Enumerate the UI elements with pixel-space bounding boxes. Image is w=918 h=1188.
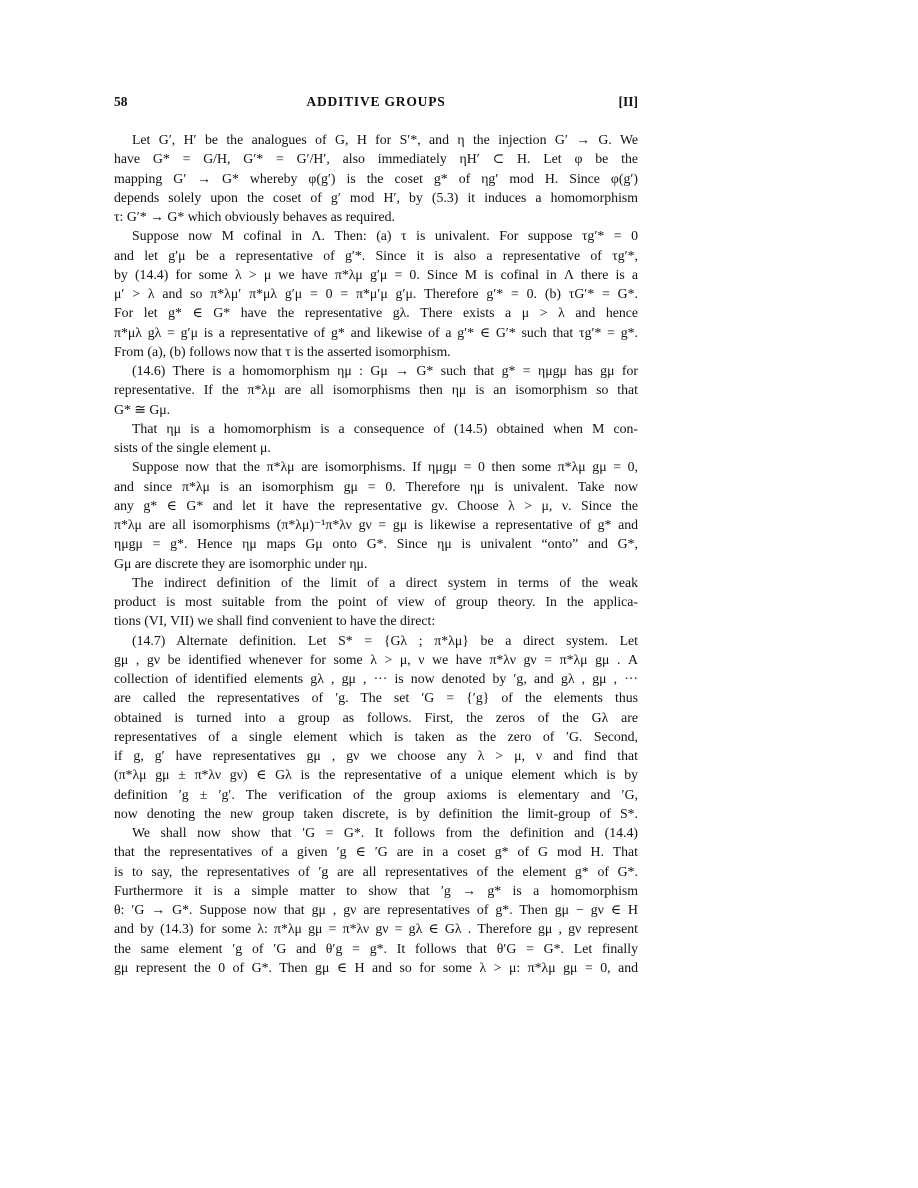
text-line: are called the representatives of ′g. The set ′G = {′g} of the elements thus [114, 690, 638, 706]
text-line: (14.7) Alternate definition. Let S* = {Gλ ; π*λμ} be a direct system. Let [132, 632, 638, 648]
text-line: and by (14.3) for some λ: π*λμ gμ = π*λν gν = gλ ∈ Gλ . Therefore gμ , gν represent [114, 921, 638, 937]
text-line: is to say, the representatives of ′g are all representatives of the element g* of G*. [114, 863, 638, 879]
text-body [114, 130, 638, 977]
text-line: That ημ is a homomorphism is a consequence of (14.5) obtained when M con- [132, 420, 638, 436]
text-line: by (14.4) for some λ > μ we have π*λμ g′μ = 0. Since M is cofinal in Λ there is a [114, 266, 638, 282]
text-line: depends solely upon the coset of g′ mod H′, by (5.3) it induces a homomorphism [114, 189, 638, 205]
text-line: The indirect definition of the limit of a direct system in terms of the weak [132, 574, 638, 590]
running-title: ADDITIVE GROUPS [306, 94, 446, 109]
text-line: Suppose now that the π*λμ are isomorphisms. If ημgμ = 0 then some π*λμ gμ = 0, [132, 459, 638, 475]
text-line: that the representatives of a given ′g ∈ ′G are in a coset g* of G mod H. That [114, 844, 638, 860]
book-page [114, 94, 638, 977]
text-line: obtained is turned into a group as follows. First, the zeros of the Gλ are [114, 709, 638, 725]
text-line: any g* ∈ G* and let it have the representative gν. Choose λ > μ, ν. Since the [114, 497, 638, 513]
text-line: representative. If the π*λμ are all isomorphisms then ημ is an isomorphism so that [114, 382, 638, 398]
text-line: τ: G′* → G* which obviously behaves as required. [114, 209, 395, 224]
text-line: product is most suitable from the point of view of group theory. In the applica- [114, 594, 638, 609]
text-line: collection of identified elements gλ , gμ , ··· is now denoted by ′g, and gλ , gμ , ··· [114, 671, 638, 686]
text-line: π*λμ are all isomorphisms (π*λμ)⁻¹π*λν gν = gμ is likewise a representative of g* and [114, 517, 638, 532]
text-line: Let G′, H′ be the analogues of G, H for S′*, and η the injection G′ → G. We [132, 132, 638, 147]
text-line: G* ≅ Gμ. [114, 401, 171, 417]
running-header [114, 94, 638, 116]
text-line: sists of the single element μ. [114, 440, 271, 455]
text-line: tions (VI, VII) we shall find convenient to have the direct: [114, 613, 436, 629]
text-line: if g, g′ have representatives gμ , gν we choose any λ > μ, ν and find that [114, 748, 638, 763]
text-line: θ: ′G → G*. Suppose now that gμ , gν are representatives of g*. Then gμ − gν ∈ H [114, 902, 638, 917]
chapter-label: [II] [618, 94, 638, 109]
text-line: For let g* ∈ G* have the representative gλ. There exists a μ > λ and hence [114, 305, 638, 321]
text-line: (π*λμ gμ ± π*λν gν) ∈ Gλ is the representative of a unique element which is by [114, 767, 638, 783]
text-line: representatives of a single element which is taken as the zero of ′G. Second, [114, 728, 638, 744]
text-line: Gμ are discrete they are isomorphic under ημ. [114, 555, 368, 571]
text-line: (14.6) There is a homomorphism ημ : Gμ → G* such that g* = ημgμ has gμ for [132, 363, 638, 378]
text-line: μ′ > λ and so π*λμ′ π*μλ g′μ = 0 = π*μ′μ g′μ. Therefore g′* = 0. (b) τG′* = G*. [114, 286, 638, 301]
text-line: Furthermore it is a simple matter to show that ′g → g* is a homomorphism [114, 882, 638, 898]
text-line: have G* = G/H, G′* = G′/H′, also immediately ηH′ ⊂ H. Let φ be the [114, 151, 638, 167]
text-line: the same element ′g of ′G and θ′g = g*. It follows that θ′G = G*. Let finally [114, 940, 638, 956]
text-line: mapping G′ → G* whereby φ(g′) is the coset g* of ηg′ mod H. Since φ(g′) [114, 170, 638, 186]
page-number: 58 [114, 94, 128, 109]
text-line: We shall now show that ′G = G*. It follows from the definition and (14.4) [132, 825, 638, 840]
text-line: gμ represent the 0 of G*. Then gμ ∈ H and so for some λ > μ: π*λμ gμ = 0, and [114, 959, 638, 975]
text-line: From (a), (b) follows now that τ is the asserted isomorphism. [114, 343, 451, 359]
text-line: and let g′μ be a representative of g′*. Since it is also a representative of τg′*, [114, 247, 638, 263]
text-line: Suppose now M cofinal in Λ. Then: (a) τ is univalent. For suppose τg′* = 0 [132, 228, 638, 244]
text-line: π*μλ gλ = g′μ is a representative of g* and likewise of a g′* ∈ G′* such that τg′* = g*. [114, 324, 638, 340]
text-line: ημgμ = g*. Hence ημ maps Gμ onto G*. Since ημ is univalent “onto” and G*, [114, 536, 638, 552]
text-line: now denoting the new group taken discrete, is by definition the limit-group of S*. [114, 805, 638, 821]
text-line: definition ′g ± ′g′. The verification of the group axioms is elementary and ′G, [114, 786, 638, 802]
text-line: gμ , gν be identified whenever for some λ > μ, ν we have π*λν gν = π*λμ gμ . A [114, 651, 638, 667]
text-line: and since π*λμ is an isomorphism gμ = 0. Therefore ημ is univalent. Take now [114, 478, 638, 494]
